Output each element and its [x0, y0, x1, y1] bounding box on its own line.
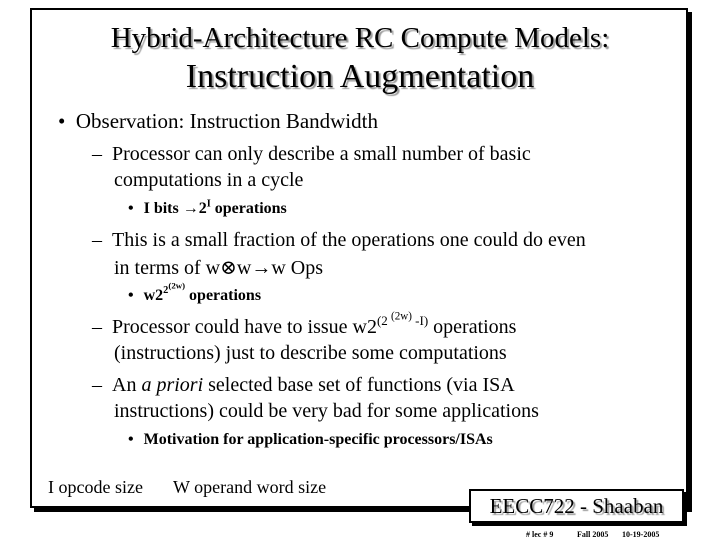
- sub1-line: [128, 200, 287, 218]
- sub3-line: [128, 431, 493, 449]
- bullet-icon: •: [128, 286, 134, 304]
- sub3-text: Motivation for application-specific processors/ISAs: [143, 431, 493, 448]
- item2-line2: [114, 255, 323, 280]
- opcode-label: I opcode size: [48, 477, 143, 497]
- item2-prefix: in terms of w: [114, 257, 221, 279]
- sub1-prefix: I bits: [143, 200, 183, 217]
- otimes-icon: ⊗: [220, 257, 237, 279]
- item3-exp-open: (2: [376, 313, 392, 329]
- observation-text: Observation: Instruction Bandwidth: [75, 109, 378, 133]
- item3-suffix: operations: [428, 316, 517, 338]
- dash-icon: –: [92, 143, 102, 165]
- item1-line1: [92, 143, 531, 166]
- bullet-icon: •: [128, 200, 134, 217]
- item2-line1: [92, 229, 586, 252]
- item1-text: Processor can only describe a small number of basic: [112, 143, 531, 165]
- sub2-suffix: operations: [185, 286, 262, 304]
- sub2-exponent: (2w): [168, 281, 186, 291]
- dash-icon: –: [92, 229, 102, 251]
- sub2-prefix: w2: [143, 286, 164, 304]
- slide-title-line2: Instruction Augmentation: [185, 58, 535, 95]
- term-label: Fall 2005: [577, 530, 609, 539]
- bullet-icon: •: [58, 109, 66, 133]
- item4-line2: instructions) could be very bad for some applications: [114, 400, 539, 422]
- lecture-number: # lec # 9: [526, 530, 554, 539]
- item3-exp-inner: (2w): [391, 311, 412, 324]
- item4-line1: [92, 374, 515, 397]
- observation-bullet-line: [58, 109, 378, 134]
- course-logo-text: EECC722 - Shaaban: [489, 494, 664, 518]
- item1-line2: computations in a cycle: [114, 169, 304, 191]
- dash-icon: –: [92, 316, 102, 338]
- item2-text: This is a small fraction of the operations one could do even: [112, 229, 586, 251]
- arrow-icon: →: [182, 200, 199, 217]
- slide-title-line1: Hybrid-Architecture RC Compute Models:: [110, 22, 610, 54]
- sub2-base: 2: [163, 285, 169, 297]
- sub1-base: 2: [198, 200, 207, 217]
- dash-icon: –: [92, 374, 102, 396]
- item4-italic: a priori: [141, 374, 204, 396]
- arrow-icon: →: [251, 257, 272, 279]
- sub1-suffix: operations: [210, 200, 287, 217]
- item3-line2: (instructions) just to describe some computations: [114, 342, 507, 364]
- bullet-icon: •: [128, 431, 134, 448]
- item2-suffix: w Ops: [271, 257, 323, 279]
- date-label: 10-19-2005: [622, 530, 660, 539]
- item4-prefix: An: [112, 374, 142, 396]
- course-logo-box: [469, 489, 684, 523]
- sub1-exponent: I: [206, 198, 211, 210]
- item3-prefix: Processor could have to issue w2: [112, 316, 377, 338]
- item3-line1: [92, 311, 517, 339]
- item4-suffix: selected base set of functions (via ISA: [203, 374, 515, 396]
- sub2-line: [128, 281, 262, 305]
- item2-middle: w: [236, 257, 252, 279]
- operand-label: W operand word size: [173, 477, 327, 497]
- item3-exp-close: -I): [411, 313, 429, 329]
